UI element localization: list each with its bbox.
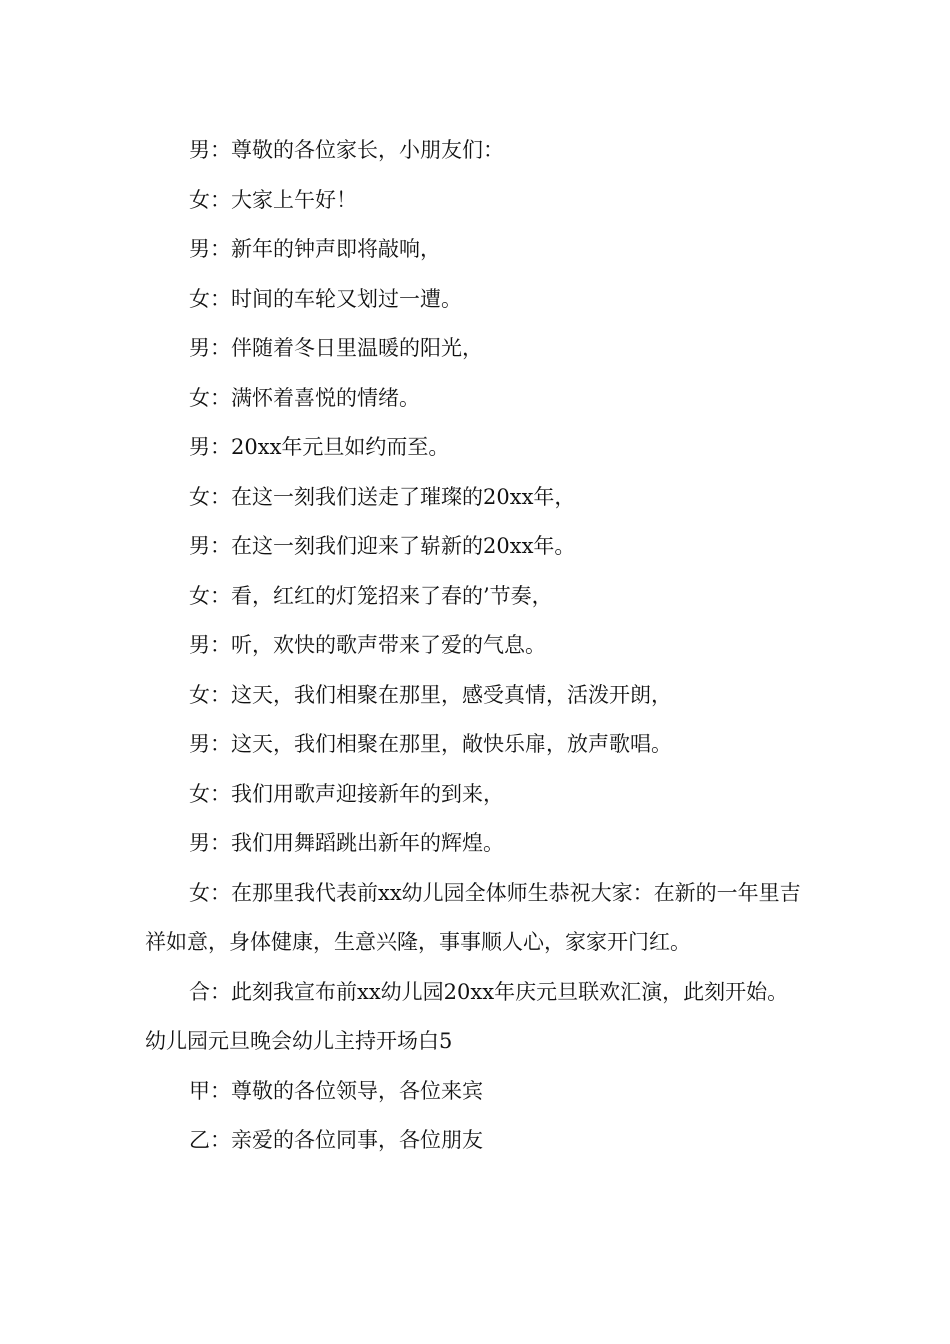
dialogue-line: 男：新年的钟声即将敲响， — [189, 237, 441, 261]
dialogue-line: 女：看，红红的灯笼招来了春的’节奏， — [189, 583, 553, 608]
dialogue-line: 甲：尊敬的各位领导，各位来宾 — [189, 1078, 483, 1103]
dialogue-paragraph: 女：在那里我代表前xx幼儿园全体师生恭祝大家：在新的一年里吉祥如意，身体健康，生意兴隆，事事顺人心，家家开门红。 — [145, 880, 801, 954]
dialogue-line: 女：我们用歌声迎接新年的到来， — [189, 781, 504, 806]
dialogue-line: 女：大家上午好！ — [189, 187, 357, 212]
dialogue-line: 女：满怀着喜悦的情绪。 — [189, 385, 420, 410]
dialogue-line: 男：在这一刻我们迎来了崭新的20xx年。 — [189, 534, 576, 558]
document-body — [145, 126, 810, 1166]
dialogue-line: 男：尊敬的各位家长，小朋友们： — [189, 138, 504, 162]
dialogue-line: 女：在这一刻我们送走了璀璨的20xx年， — [189, 484, 576, 509]
dialogue-line: 女：这天，我们相聚在那里，感受真情，活泼开朗， — [189, 682, 672, 707]
dialogue-line: 女：时间的车轮又划过一遭。 — [189, 286, 462, 311]
dialogue-line: 男：伴随着冬日里温暖的阳光， — [189, 336, 483, 360]
dialogue-line: 男：听，欢快的歌声带来了爱的气息。 — [189, 633, 546, 657]
dialogue-line: 男：我们用舞蹈跳出新年的辉煌。 — [189, 831, 504, 855]
section-heading: 幼儿园元旦晚会幼儿主持开场白5 — [145, 1029, 453, 1053]
dialogue-paragraph: 合：此刻我宣布前xx幼儿园20xx年庆元旦联欢汇演，此刻开始。 — [189, 979, 789, 1004]
dialogue-line: 男：这天，我们相聚在那里，敞快乐扉，放声歌唱。 — [189, 732, 672, 756]
dialogue-line: 乙：亲爱的各位同事，各位朋友 — [189, 1128, 483, 1152]
dialogue-line: 男：20xx年元旦如约而至。 — [189, 435, 450, 459]
